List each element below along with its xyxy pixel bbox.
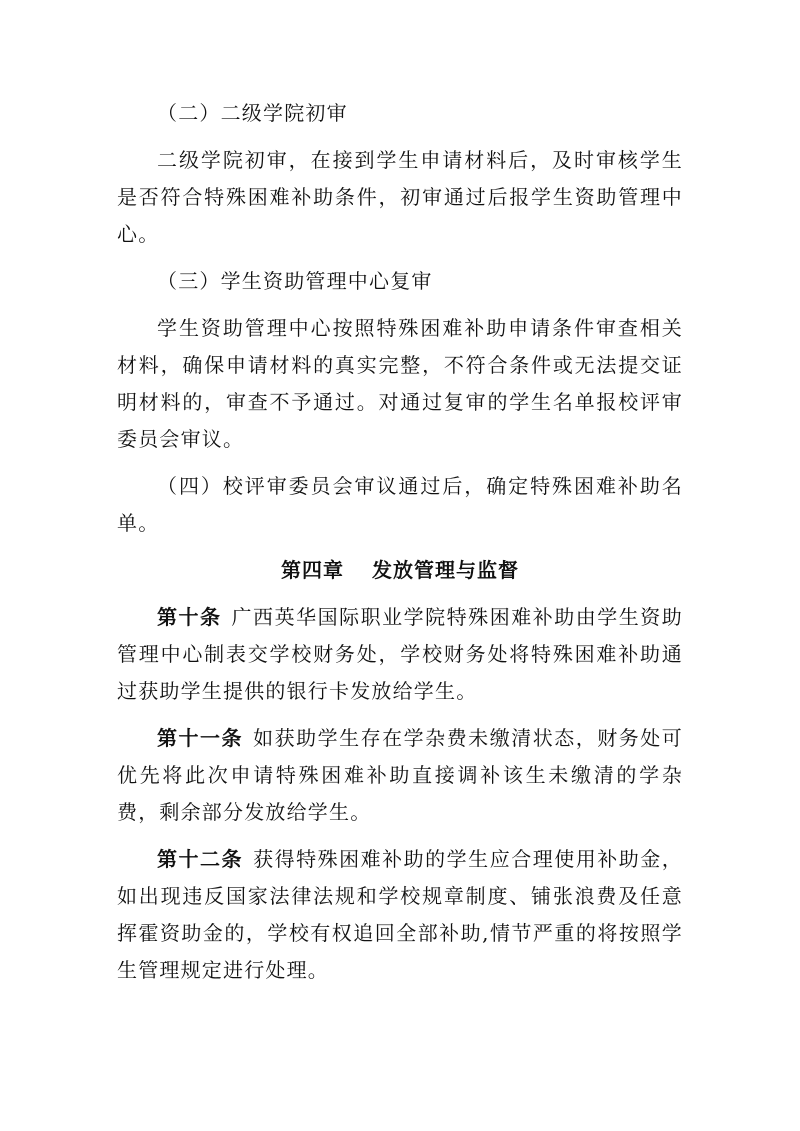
article-10-text: 广西英华国际职业学院特殊困难补助由学生资助管理中心制表交学校财务处，学校财务处将特殊困难补助通过获助学生提供的银行卡发放给学生。	[117, 605, 683, 703]
section-text-2: 二级学院初审，在接到学生申请材料后，及时审核学生是否符合特殊困难补助条件，初审通过后报学生资助管理中心。	[117, 148, 683, 246]
section-heading-3: （三）学生资助管理中心复审	[157, 269, 433, 293]
article-10-label: 第十条	[157, 605, 222, 629]
section-text-3: 学生资助管理中心按照特殊困难补助申请条件审查相关材料，确保申请材料的真实完整，不符合条件或无法提交证明材料的，审查不予通过。对通过复审的学生名单报校评审委员会审议。	[117, 316, 683, 451]
article-11-label: 第十一条	[157, 726, 244, 750]
chapter-title: 发放管理与监督	[372, 558, 519, 582]
section-text-4: （四）校评审委员会审议通过后，确定特殊困难补助名单。	[117, 474, 683, 535]
article-11	[117, 720, 683, 831]
article-11-text: 如获助学生存在学杂费未缴清状态，财务处可优先将此次申请特殊困难补助直接调补该生未缴清的学杂费，剩余部分发放给学生。	[117, 726, 683, 824]
section-heading-2: （二）二级学院初审	[157, 101, 348, 125]
document-page	[117, 95, 683, 999]
article-12	[117, 841, 683, 989]
article-10	[117, 599, 683, 710]
article-12-label: 第十二条	[157, 847, 244, 871]
article-12-text: 获得特殊困难补助的学生应合理使用补助金，如出现违反国家法律法规和学校规章制度、铺张浪费及任意挥霍资助金的，学校有权追回全部补助,情节严重的将按照学生管理规定进行处理。	[117, 847, 683, 982]
chapter-number: 第四章	[281, 558, 344, 582]
chapter-heading	[117, 552, 683, 589]
